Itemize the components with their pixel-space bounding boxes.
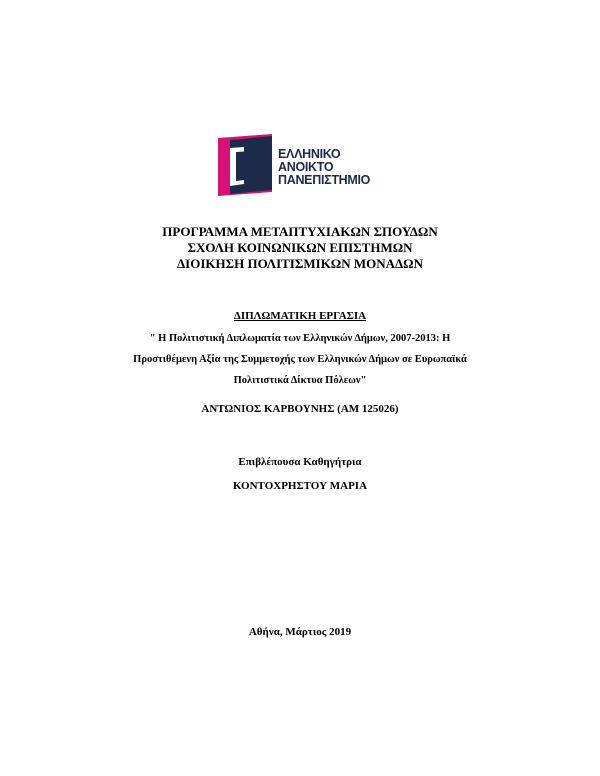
program-heading	[0, 224, 600, 272]
university-logo	[216, 134, 386, 200]
thesis-label: ΔΙΠΛΩΜΑΤΙΚΗ ΕΡΓΑΣΙΑ	[233, 310, 367, 322]
school-name: ΣΧΟΛΗ ΚΟΙΝΩΝΙΚΩΝ ΕΠΙΣΤΗΜΩΝ	[187, 240, 413, 255]
logo-line: ΑΝΟΙΚΤΟ	[278, 160, 334, 174]
logo-emblem-icon	[216, 134, 276, 200]
thesis-title-line: Πολιτιστικά Δίκτυα Πόλεων"	[233, 375, 367, 386]
thesis-title-line: Προστιθέμενη Αξία της Συμμετοχής των Ελληνικών Δήμων σε Ευρωπαϊκά	[133, 354, 467, 365]
thesis-title-line: " Η Πολιτιστική Διπλωματία των Ελληνικών Δήμων, 2007-2013: Η	[149, 333, 451, 344]
logo-line: ΠΑΝΕΠΙΣΤΗΜΙΟ	[278, 173, 371, 187]
logo-wordmark	[278, 148, 370, 187]
program-name: ΠΡΟΓΡΑΜΜΑ ΜΕΤΑΠΤΥΧΙΑΚΩΝ ΣΠΟΥΔΩΝ	[162, 224, 438, 239]
thesis-title	[0, 328, 600, 391]
supervisor-name: ΚΟΝΤΟΧΡΗΣΤΟΥ ΜΑΡΙΑ	[232, 480, 368, 492]
supervisor-label: Επιβλέπουσα Καθηγήτρια	[238, 456, 362, 468]
place-date: Αθήνα, Μάρτιος 2019	[248, 626, 352, 638]
logo-line: ΕΛΛΗΝΙΚΟ	[278, 147, 341, 161]
department-name: ΔΙΟΙΚΗΣΗ ΠΟΛΙΤΙΣΜΙΚΩΝ ΜΟΝΑΔΩΝ	[177, 256, 423, 271]
author-name: ΑΝΤΩΝΙΟΣ ΚΑΡΒΟΥΝΗΣ (ΑΜ 125026)	[201, 403, 399, 415]
